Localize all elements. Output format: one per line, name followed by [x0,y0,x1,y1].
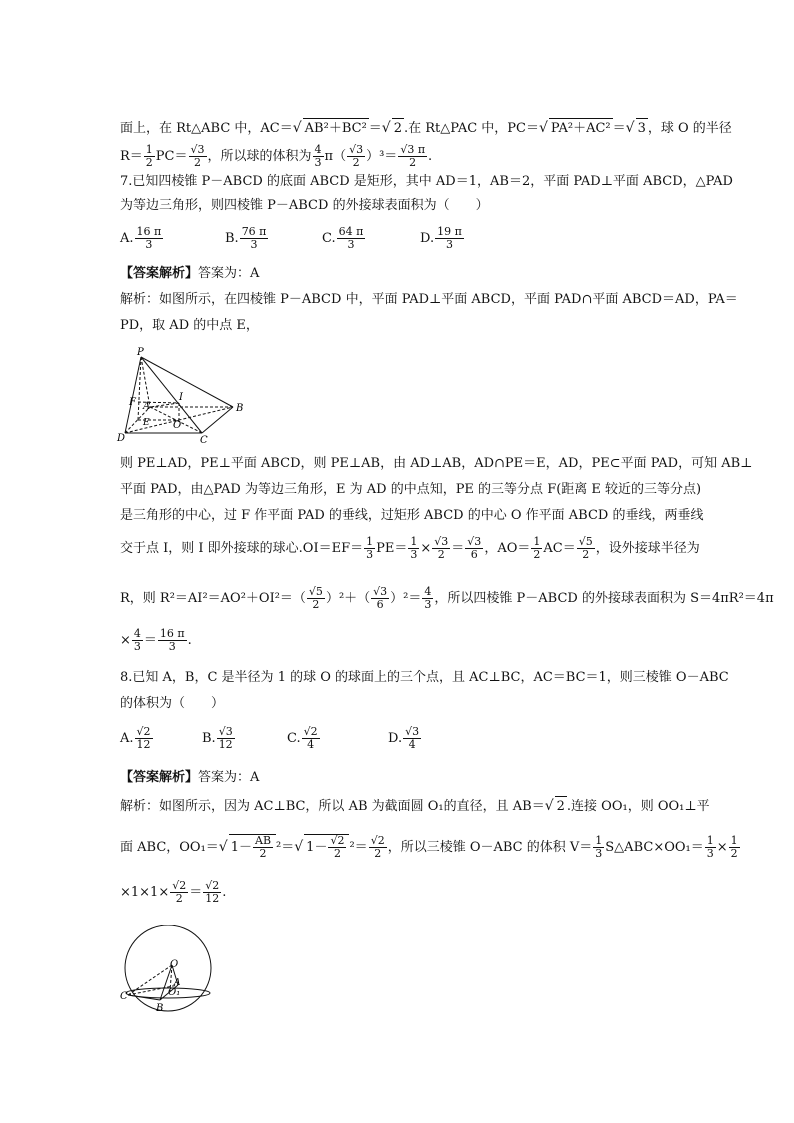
solution-7-line-4: 平面 PAD，由△PAD 为等边三角形，E 为 AD 的中点知，PE 的三等分点 F(距离 E 较近的三等分点) [120,482,702,497]
choice-7-c: C. $\frac{64 \pi}{3}$ [322,225,364,251]
fig1-label-d: D [117,433,126,444]
fig1-label-o: O [173,420,182,431]
fig1-label-f: F [129,397,136,408]
choice-8-d: D. $\frac{√3}{4}$ [388,725,420,751]
solution-8-line-3: ×1×1× $\frac{√2}{2}$ ＝ $\frac{√2}{12}$ . [120,879,227,905]
choice-8-b: B. $\frac{√3}{12}$ [202,725,233,751]
fig1-label-a: A [143,401,151,412]
fig2-label-b: B [156,1003,164,1014]
solution-7-line-3: 则 PE⊥AD，PE⊥平面 ABCD，则 PE⊥AB，由 AD⊥AB，AD∩PE＝E，AD，PE⊂平面 PAD，可知 AB⊥ [120,456,753,471]
solution-7-line-2: PD，取 AD 的中点 E， [120,318,259,333]
question-7-line-2: 为等边三角形，则四棱锥 P－ABCD 的外接球表面积为（ ） [120,198,489,213]
sphere-figure [118,925,218,1015]
fig2-label-o1: O₁ [168,987,181,998]
fig1-label-b: B [236,403,244,414]
answer-7: 【答案解析】答案为：A [120,266,260,281]
fig1-label-p: P [137,347,144,358]
choice-8-c: C. $\frac{√2}{4}$ [287,725,318,751]
solution-7-line-6: 交于点 I，则 I 即外接球的球心.OI＝EF＝ $\frac{1}{3}$ PE＝ $\frac{1}{3}$ × $\frac{√3}{2}$ ＝ $\frac{√3}{6}$ ，AO＝ $\frac{1}{2}$ AC＝ $\frac{√5}{2}$ ，设外接球半径为 [120,535,700,561]
question-8-line-2: 的体积为（ ） [120,696,225,711]
answer-8: 【答案解析】答案为：A [120,770,260,785]
solution-8-line-1: 解析：如图所示，因为 AC⊥BC，所以 AB 为截面圆 O₁的直径，且 AB＝√ 2 .连接 OO₁，则 OO₁⊥平 [120,796,710,817]
fig1-label-e: E [143,418,150,428]
choice-8-a: A. $\frac{√2}{12}$ [120,725,151,751]
fig2-label-c: C [120,991,128,1002]
question-7-line-1: 7.已知四棱锥 P－ABCD 的底面 ABCD 是矩形，其中 AD＝1，AB＝2，平面 PAD⊥平面 ABCD，△PAD [120,174,733,189]
solution-7-line-7: R，则 R²＝AI²＝AO²＋OI²＝（ $\frac{√5}{2}$ ）²＋（ $\frac{√3}{6}$ ）²＝ $\frac{4}{3}$ ，所以四棱锥 P－ABCD 的外接球表面积为 S＝4πR²＝4π [120,585,774,611]
solution-7-line-5: 是三角形的中心，过 F 作平面 PAD 的垂线，过矩形 ABCD 的中心 O 作平面 ABCD 的垂线，两垂线 [120,508,704,523]
choice-7-d: D. $\frac{19 \pi}{3}$ [420,225,462,251]
solution-line-2: R＝ $\frac{1}{2}$ PC＝ $\frac{√3}{2}$ ，所以球的体积为 $\frac{4}{3}$ π（ $\frac{√3}{2}$ ）³＝ $\frac{√3 \pi}{2}$ . [120,143,433,169]
question-8-line-1: 8.已知 A，B，C 是半径为 1 的球 O 的球面上的三个点，且 AC⊥BC，AC＝BC＝1，则三棱锥 O－ABC [120,670,729,685]
pyramid-figure [115,345,255,445]
fig2-label-a: A [174,978,181,988]
choice-7-a: A. $\frac{16 \pi}{3}$ [120,225,162,251]
solution-8-line-2: 面 ABC，OO₁＝√ 1－ $\frac{AB}{2}$ ²＝√ 1－ $\frac{√2}{2}$ ²＝ $\frac{√2}{2}$ ，所以三棱锥 O－ABC 的体积 V＝ $\frac{1}{3}$ S△ABC×OO₁＝ $\frac{1}{3}$ × $\frac{1}{2}$ [120,834,738,860]
solution-7-line-8: × $\frac{4}{3}$ ＝ $\frac{16 \pi}{3}$ . [120,627,192,653]
choice-7-b: B. $\frac{76 \pi}{3}$ [225,225,267,251]
fig1-label-c: C [200,435,208,445]
fig1-label-i: I [179,392,183,403]
solution-7-line-1: 解析：如图所示，在四棱锥 P－ABCD 中，平面 PAD⊥平面 ABCD，平面 PAD∩平面 ABCD＝AD，PA＝ [120,292,738,307]
solution-line-1: 面上，在 Rt△ABC 中，AC＝√ AB²＋BC² ＝√ 2 .在 Rt△PAC 中，PC＝√ PA²＋AC² ＝√ 3 ，球 O 的半径 [120,118,732,139]
fig2-label-o: O [170,959,179,970]
